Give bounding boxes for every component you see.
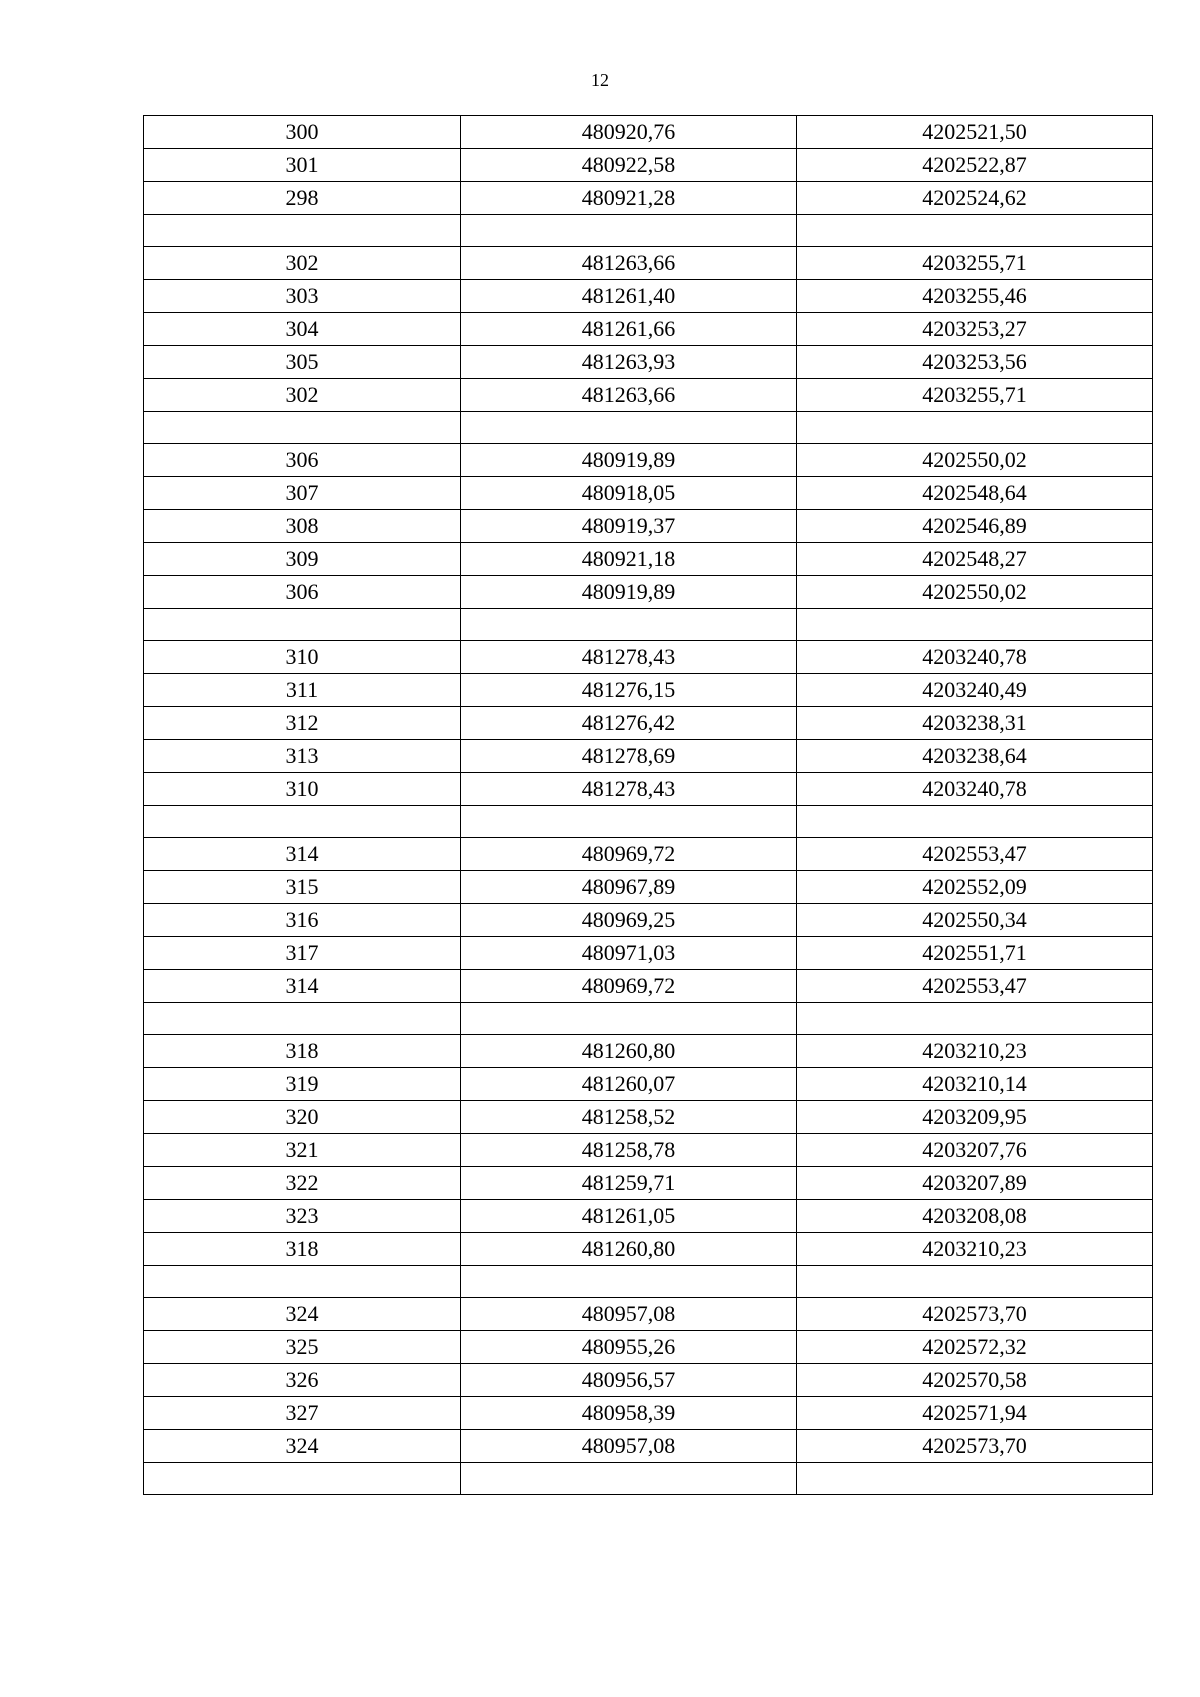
x-coordinate-cell (461, 1463, 797, 1495)
point-number-cell: 315 (144, 871, 461, 904)
x-coordinate-cell: 480969,72 (461, 838, 797, 871)
point-number-cell: 319 (144, 1068, 461, 1101)
table-row (144, 970, 1153, 1003)
x-coordinate-cell: 481259,71 (461, 1167, 797, 1200)
y-coordinate-cell (797, 215, 1153, 247)
y-coordinate-cell: 4203253,27 (797, 313, 1153, 346)
table-row (144, 1003, 1153, 1035)
table-row (144, 149, 1153, 182)
y-coordinate-cell: 4202546,89 (797, 510, 1153, 543)
y-coordinate-cell: 4203207,89 (797, 1167, 1153, 1200)
table-row (144, 707, 1153, 740)
point-number-cell: 325 (144, 1331, 461, 1364)
x-coordinate-cell: 481260,07 (461, 1068, 797, 1101)
point-number-cell: 306 (144, 576, 461, 609)
y-coordinate-cell: 4202550,34 (797, 904, 1153, 937)
table-row (144, 641, 1153, 674)
x-coordinate-cell: 481276,15 (461, 674, 797, 707)
y-coordinate-cell: 4203209,95 (797, 1101, 1153, 1134)
y-coordinate-cell: 4203240,78 (797, 773, 1153, 806)
x-coordinate-cell: 481260,80 (461, 1233, 797, 1266)
point-number-cell: 322 (144, 1167, 461, 1200)
point-number-cell (144, 1463, 461, 1495)
point-number-cell: 310 (144, 773, 461, 806)
point-number-cell: 314 (144, 838, 461, 871)
point-number-cell: 324 (144, 1430, 461, 1463)
table-row (144, 576, 1153, 609)
point-number-cell: 318 (144, 1035, 461, 1068)
point-number-cell: 302 (144, 247, 461, 280)
point-number-cell: 310 (144, 641, 461, 674)
y-coordinate-cell: 4202553,47 (797, 970, 1153, 1003)
point-number-cell: 326 (144, 1364, 461, 1397)
point-number-cell: 317 (144, 937, 461, 970)
y-coordinate-cell: 4203255,71 (797, 379, 1153, 412)
y-coordinate-cell: 4203255,46 (797, 280, 1153, 313)
table-row (144, 477, 1153, 510)
table-row (144, 1331, 1153, 1364)
page-number: 12 (591, 70, 609, 90)
table-row (144, 609, 1153, 641)
coordinates-table-body (144, 116, 1153, 1495)
table-row (144, 806, 1153, 838)
point-number-cell: 308 (144, 510, 461, 543)
x-coordinate-cell: 480920,76 (461, 116, 797, 149)
x-coordinate-cell: 480919,89 (461, 444, 797, 477)
point-number-cell (144, 215, 461, 247)
table-row (144, 346, 1153, 379)
y-coordinate-cell: 4203240,49 (797, 674, 1153, 707)
x-coordinate-cell (461, 1003, 797, 1035)
point-number-cell: 298 (144, 182, 461, 215)
x-coordinate-cell: 481258,52 (461, 1101, 797, 1134)
x-coordinate-cell: 481263,93 (461, 346, 797, 379)
x-coordinate-cell: 480969,72 (461, 970, 797, 1003)
x-coordinate-cell: 480922,58 (461, 149, 797, 182)
y-coordinate-cell (797, 1463, 1153, 1495)
table-row (144, 182, 1153, 215)
y-coordinate-cell: 4203210,23 (797, 1233, 1153, 1266)
y-coordinate-cell: 4202550,02 (797, 576, 1153, 609)
y-coordinate-cell: 4203238,31 (797, 707, 1153, 740)
point-number-cell: 312 (144, 707, 461, 740)
table-row (144, 247, 1153, 280)
x-coordinate-cell: 480921,18 (461, 543, 797, 576)
table-row (144, 1068, 1153, 1101)
point-number-cell: 316 (144, 904, 461, 937)
y-coordinate-cell (797, 1266, 1153, 1298)
x-coordinate-cell: 481261,66 (461, 313, 797, 346)
y-coordinate-cell: 4203238,64 (797, 740, 1153, 773)
table-row (144, 1430, 1153, 1463)
y-coordinate-cell: 4203253,56 (797, 346, 1153, 379)
x-coordinate-cell (461, 412, 797, 444)
y-coordinate-cell: 4203210,23 (797, 1035, 1153, 1068)
x-coordinate-cell: 481261,40 (461, 280, 797, 313)
y-coordinate-cell: 4202573,70 (797, 1298, 1153, 1331)
x-coordinate-cell (461, 1266, 797, 1298)
table-row (144, 1035, 1153, 1068)
point-number-cell: 303 (144, 280, 461, 313)
table-row (144, 1167, 1153, 1200)
point-number-cell: 301 (144, 149, 461, 182)
x-coordinate-cell: 480956,57 (461, 1364, 797, 1397)
x-coordinate-cell: 480967,89 (461, 871, 797, 904)
x-coordinate-cell: 480918,05 (461, 477, 797, 510)
point-number-cell: 304 (144, 313, 461, 346)
x-coordinate-cell: 481258,78 (461, 1134, 797, 1167)
y-coordinate-cell: 4202552,09 (797, 871, 1153, 904)
table-row (144, 313, 1153, 346)
x-coordinate-cell (461, 806, 797, 838)
point-number-cell: 313 (144, 740, 461, 773)
table-row (144, 444, 1153, 477)
x-coordinate-cell: 480969,25 (461, 904, 797, 937)
point-number-cell (144, 609, 461, 641)
y-coordinate-cell (797, 412, 1153, 444)
y-coordinate-cell: 4203207,76 (797, 1134, 1153, 1167)
table-row (144, 1233, 1153, 1266)
y-coordinate-cell: 4202524,62 (797, 182, 1153, 215)
x-coordinate-cell: 481263,66 (461, 379, 797, 412)
table-row (144, 838, 1153, 871)
x-coordinate-cell: 480919,37 (461, 510, 797, 543)
y-coordinate-cell: 4203208,08 (797, 1200, 1153, 1233)
y-coordinate-cell: 4202522,87 (797, 149, 1153, 182)
x-coordinate-cell: 481278,69 (461, 740, 797, 773)
point-number-cell: 311 (144, 674, 461, 707)
y-coordinate-cell: 4203255,71 (797, 247, 1153, 280)
x-coordinate-cell: 481261,05 (461, 1200, 797, 1233)
table-row (144, 904, 1153, 937)
x-coordinate-cell: 480955,26 (461, 1331, 797, 1364)
table-row (144, 1200, 1153, 1233)
point-number-cell: 300 (144, 116, 461, 149)
y-coordinate-cell (797, 1003, 1153, 1035)
y-coordinate-cell: 4202553,47 (797, 838, 1153, 871)
x-coordinate-cell: 481276,42 (461, 707, 797, 740)
point-number-cell: 302 (144, 379, 461, 412)
y-coordinate-cell (797, 609, 1153, 641)
coordinates-table (143, 115, 1153, 1495)
x-coordinate-cell: 481278,43 (461, 641, 797, 674)
point-number-cell (144, 1003, 461, 1035)
y-coordinate-cell: 4202521,50 (797, 116, 1153, 149)
y-coordinate-cell: 4202571,94 (797, 1397, 1153, 1430)
point-number-cell: 309 (144, 543, 461, 576)
point-number-cell (144, 1266, 461, 1298)
point-number-cell (144, 806, 461, 838)
table-row (144, 1266, 1153, 1298)
table-row (144, 773, 1153, 806)
y-coordinate-cell: 4202572,32 (797, 1331, 1153, 1364)
x-coordinate-cell: 481278,43 (461, 773, 797, 806)
point-number-cell: 324 (144, 1298, 461, 1331)
y-coordinate-cell: 4202573,70 (797, 1430, 1153, 1463)
table-row (144, 1397, 1153, 1430)
x-coordinate-cell: 480921,28 (461, 182, 797, 215)
point-number-cell: 314 (144, 970, 461, 1003)
x-coordinate-cell (461, 215, 797, 247)
table-row (144, 510, 1153, 543)
table-row (144, 1463, 1153, 1495)
point-number-cell: 305 (144, 346, 461, 379)
y-coordinate-cell: 4203240,78 (797, 641, 1153, 674)
point-number-cell: 320 (144, 1101, 461, 1134)
y-coordinate-cell: 4202550,02 (797, 444, 1153, 477)
point-number-cell: 323 (144, 1200, 461, 1233)
point-number-cell: 327 (144, 1397, 461, 1430)
y-coordinate-cell (797, 806, 1153, 838)
table-row (144, 116, 1153, 149)
table-row (144, 1101, 1153, 1134)
point-number-cell (144, 412, 461, 444)
table-row (144, 543, 1153, 576)
table-row (144, 379, 1153, 412)
point-number-cell: 318 (144, 1233, 461, 1266)
point-number-cell: 306 (144, 444, 461, 477)
y-coordinate-cell: 4202551,71 (797, 937, 1153, 970)
y-coordinate-cell: 4202548,64 (797, 477, 1153, 510)
table-row (144, 1364, 1153, 1397)
x-coordinate-cell: 481263,66 (461, 247, 797, 280)
x-coordinate-cell: 481260,80 (461, 1035, 797, 1068)
y-coordinate-cell: 4202570,58 (797, 1364, 1153, 1397)
x-coordinate-cell: 480957,08 (461, 1430, 797, 1463)
table-row (144, 215, 1153, 247)
y-coordinate-cell: 4203210,14 (797, 1068, 1153, 1101)
x-coordinate-cell: 480957,08 (461, 1298, 797, 1331)
table-row (144, 280, 1153, 313)
x-coordinate-cell: 480958,39 (461, 1397, 797, 1430)
table-row (144, 674, 1153, 707)
y-coordinate-cell: 4202548,27 (797, 543, 1153, 576)
x-coordinate-cell: 480971,03 (461, 937, 797, 970)
table-row (144, 937, 1153, 970)
x-coordinate-cell (461, 609, 797, 641)
point-number-cell: 307 (144, 477, 461, 510)
table-row (144, 412, 1153, 444)
table-row (144, 1298, 1153, 1331)
x-coordinate-cell: 480919,89 (461, 576, 797, 609)
table-row (144, 1134, 1153, 1167)
point-number-cell: 321 (144, 1134, 461, 1167)
table-row (144, 871, 1153, 904)
table-row (144, 740, 1153, 773)
